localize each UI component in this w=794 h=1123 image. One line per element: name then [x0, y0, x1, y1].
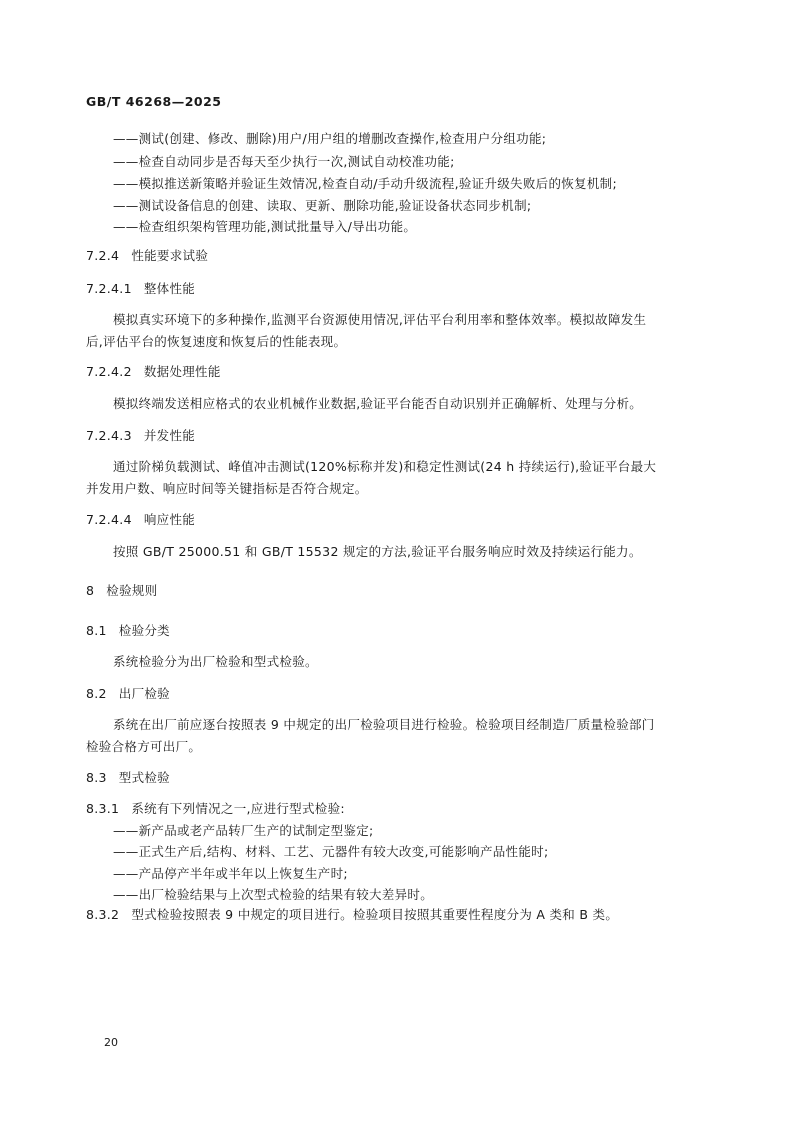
- section-number: 7.2.4: [86, 248, 120, 263]
- list-item: ——测试(创建、修改、删除)用户/用户组的增删改查操作,检查用户分组功能;: [113, 131, 547, 146]
- section-title: 并发性能: [143, 428, 196, 443]
- section-number: 7.2.4.2: [86, 364, 132, 379]
- section-title: 响应性能: [143, 512, 196, 527]
- section-title: 检验分类: [118, 623, 170, 638]
- list-item: ——模拟推送新策略并验证生效情况,检查自动/手动升级流程,验证升级失败后的恢复机制;: [113, 176, 617, 191]
- paragraph-line: 后,评估平台的恢复速度和恢复后的性能表现。: [86, 334, 347, 349]
- list-item: ——新产品或老产品转厂生产的试制定型鉴定;: [113, 823, 374, 838]
- section-number: 8.3: [86, 770, 107, 785]
- page-number: 20: [104, 1036, 118, 1049]
- list-item: ——测试设备信息的创建、读取、更新、删除功能,验证设备状态同步机制;: [113, 198, 532, 213]
- section-title: 出厂检验: [118, 686, 170, 701]
- section-number: 7.2.4.1: [86, 281, 132, 296]
- section-number: 8.1: [86, 623, 107, 638]
- paragraph-line: 通过阶梯负载测试、峰值冲击测试(120%标称并发)和稳定性测试(24 h 持续运行),验证平台最大: [113, 459, 657, 474]
- section-heading-8: [86, 583, 157, 599]
- section-number: 7.2.4.3: [86, 428, 132, 443]
- list-item: ——检查组织架构管理功能,测试批量导入/导出功能。: [113, 219, 417, 234]
- section-heading-8-1: [86, 623, 170, 639]
- standard-code: GB/T 46268—2025: [86, 94, 222, 109]
- paragraph-line: 模拟真实环境下的多种操作,监测平台资源使用情况,评估平台利用率和整体效率。模拟故障发生: [113, 312, 647, 327]
- section-title: 数据处理性能: [143, 364, 221, 379]
- paragraph-line: 系统检验分为出厂检验和型式检验。: [113, 654, 318, 669]
- list-item: ——正式生产后,结构、材料、工艺、元器件有较大改变,可能影响产品性能时;: [113, 844, 549, 859]
- section-number: 8.3.1: [86, 801, 120, 816]
- clause-text: 系统有下列情况之一,应进行型式检验:: [131, 801, 345, 816]
- section-heading-8-2: [86, 686, 170, 702]
- paragraph-line: 检验合格方可出厂。: [86, 739, 202, 754]
- list-item: ——出厂检验结果与上次型式检验的结果有较大差异时。: [113, 887, 434, 902]
- section-heading-7-2-4-4: [86, 512, 195, 528]
- section-heading-7-2-4-3: [86, 428, 195, 444]
- section-heading-7-2-4: [86, 248, 208, 264]
- section-title: 检验规则: [106, 583, 158, 598]
- list-item: ——产品停产半年或半年以上恢复生产时;: [113, 866, 348, 881]
- section-heading-8-3: [86, 770, 170, 786]
- paragraph-line: 并发用户数、响应时间等关键指标是否符合规定。: [86, 481, 368, 496]
- section-number: 8.2: [86, 686, 107, 701]
- section-number: 7.2.4.4: [86, 512, 132, 527]
- paragraph-line: 系统在出厂前应逐台按照表 9 中规定的出厂检验项目进行检验。检验项目经制造厂质量检验部门: [113, 717, 655, 732]
- section-heading-7-2-4-1: [86, 281, 195, 297]
- section-number: 8: [86, 583, 95, 598]
- section-heading-7-2-4-2: [86, 364, 221, 380]
- section-title: 型式检验: [118, 770, 170, 785]
- clause-text: 型式检验按照表 9 中规定的项目进行。检验项目按照其重要性程度分为 A 类和 B 类。: [131, 907, 619, 922]
- list-item: ——检查自动同步是否每天至少执行一次,测试自动校准功能;: [113, 154, 455, 169]
- section-title: 性能要求试验: [131, 248, 209, 263]
- clause-8-3-2: [86, 907, 618, 923]
- clause-8-3-1: [86, 801, 345, 817]
- paragraph-line: 模拟终端发送相应格式的农业机械作业数据,验证平台能否自动识别并正确解析、处理与分析。: [113, 396, 643, 411]
- section-number: 8.3.2: [86, 907, 120, 922]
- section-title: 整体性能: [143, 281, 196, 296]
- paragraph-line: 按照 GB/T 25000.51 和 GB/T 15532 规定的方法,验证平台服务响应时效及持续运行能力。: [113, 544, 642, 559]
